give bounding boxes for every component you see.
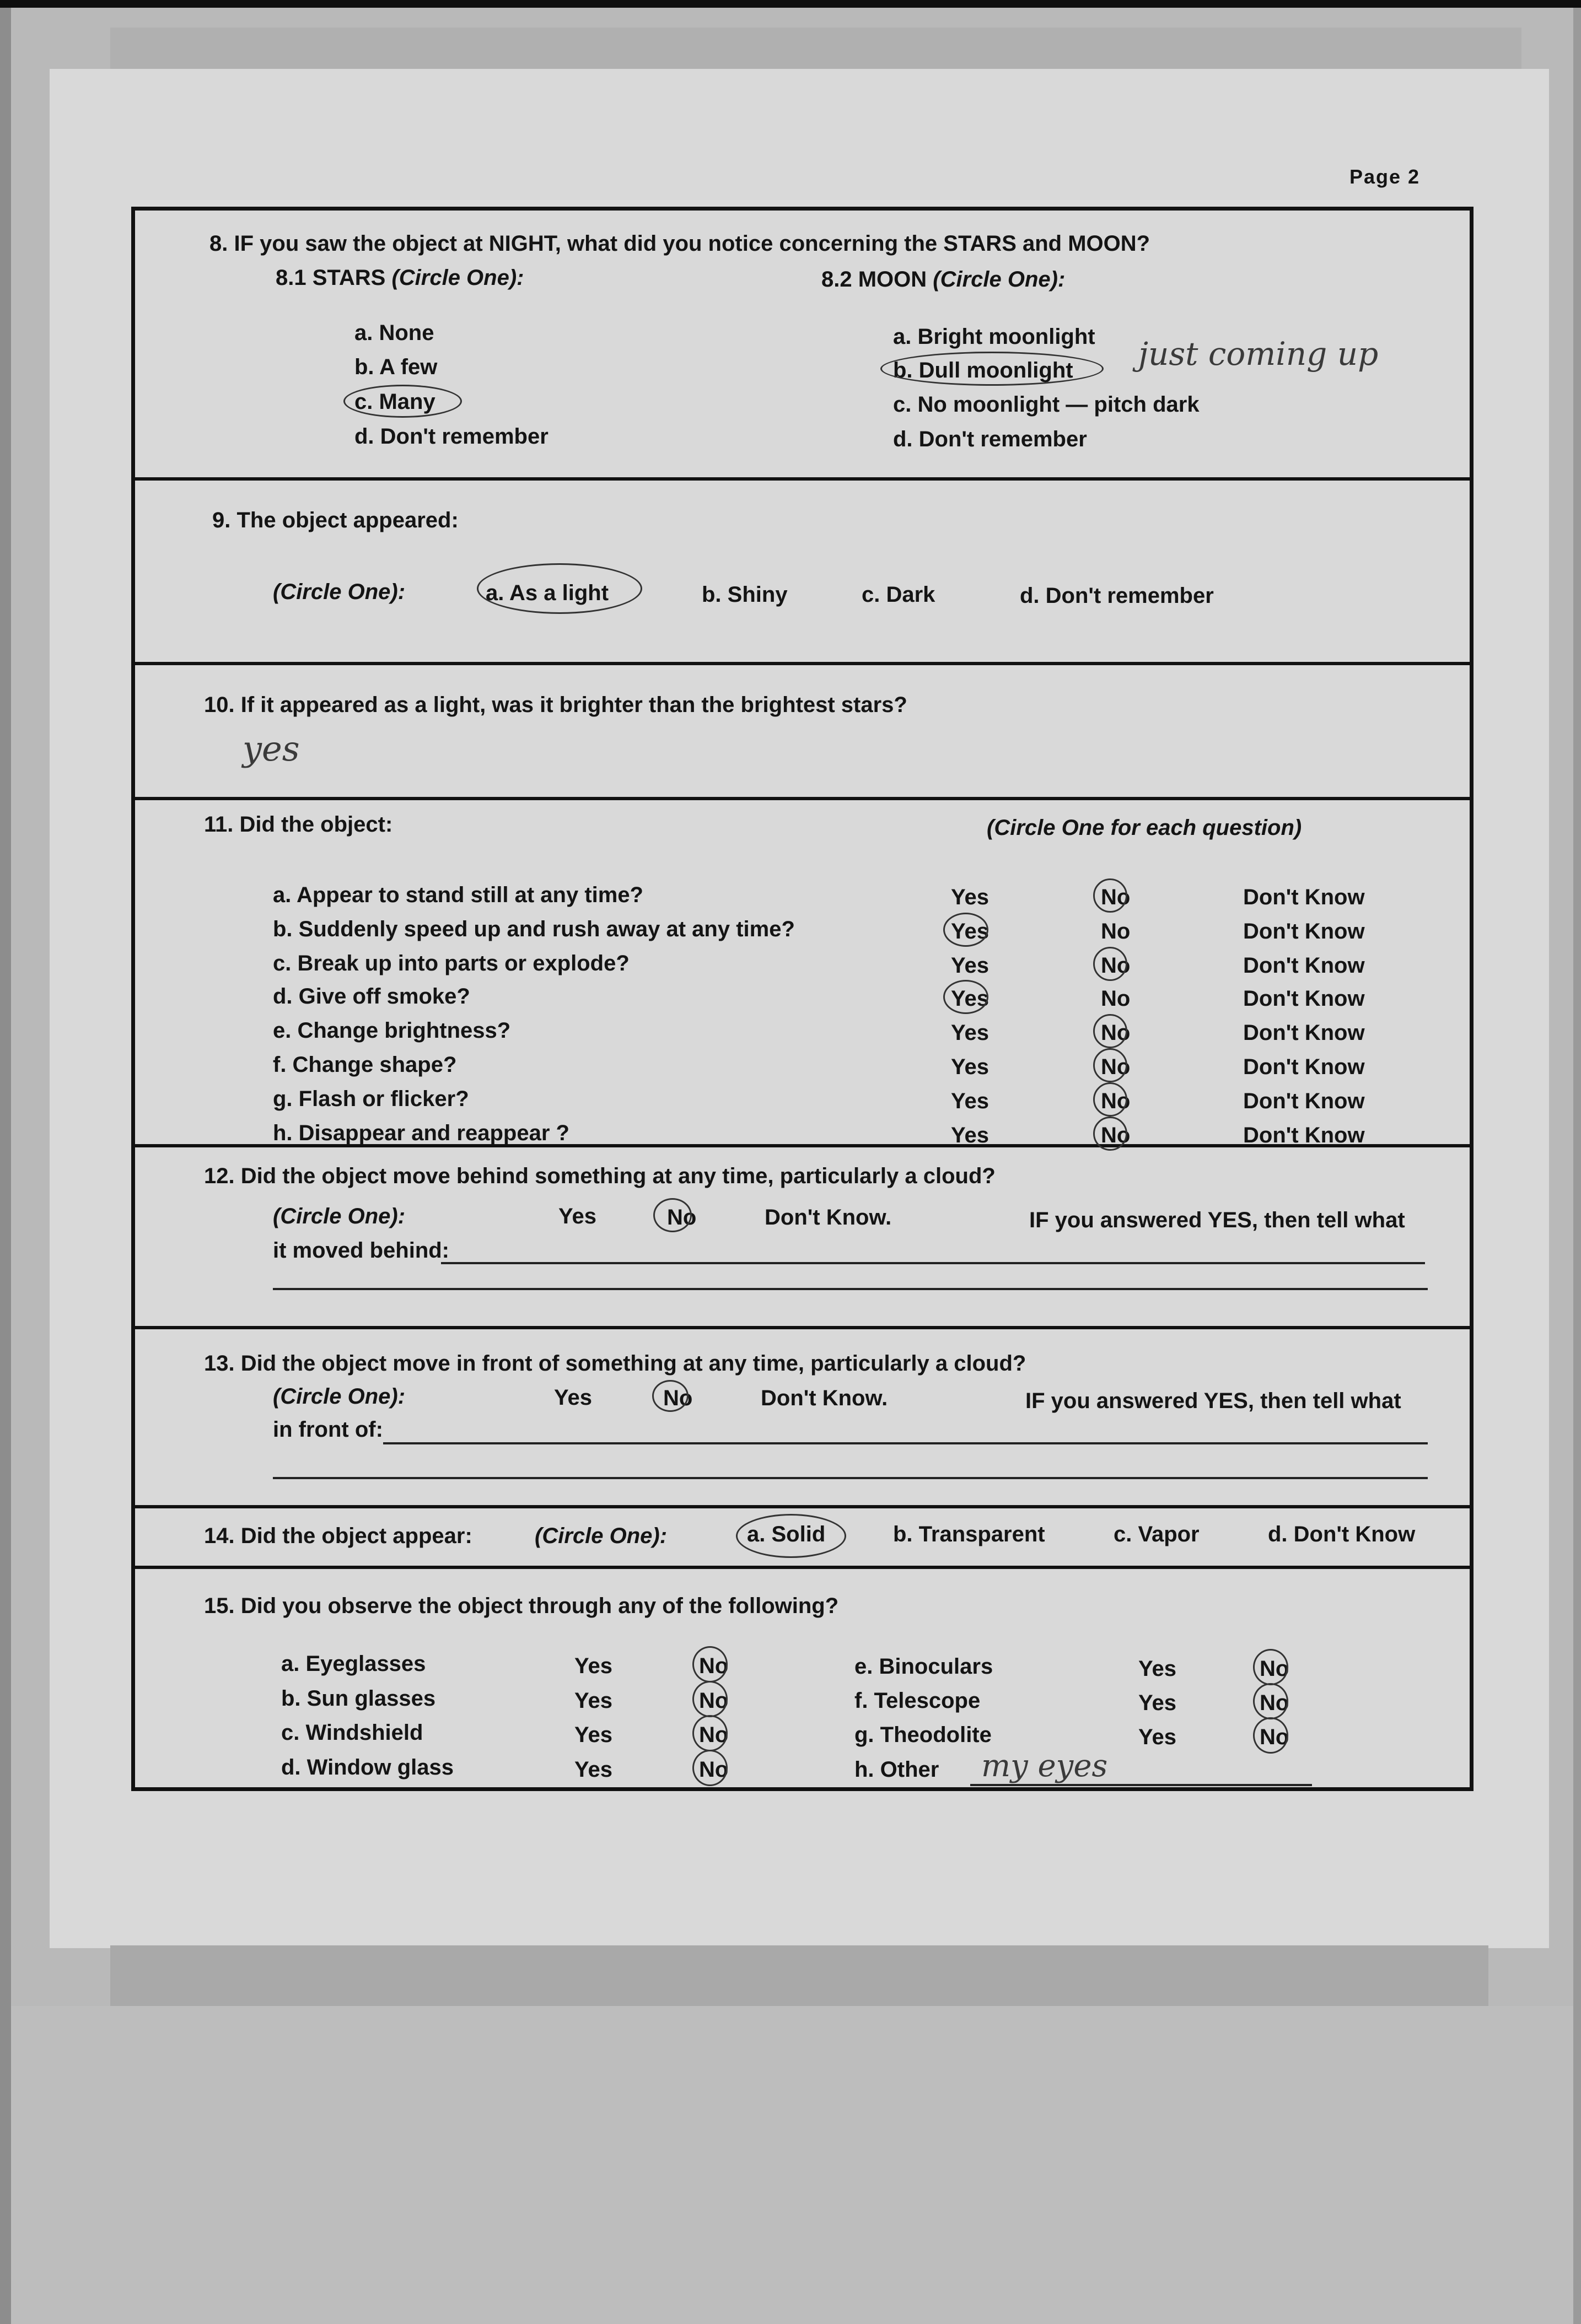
question-11-choice-dont-know[interactable]: Don't Know xyxy=(1243,919,1365,943)
fold-shadow-bottom xyxy=(110,1945,1488,2006)
question-15-other-line[interactable] xyxy=(970,1784,1312,1786)
question-9-instruction: (Circle One): xyxy=(273,580,406,604)
question-13-follow-up: IF you answered YES, then tell what xyxy=(1025,1389,1401,1413)
question-15-choice-no[interactable]: No xyxy=(699,1757,729,1782)
question-11-choice-dont-know[interactable]: Don't Know xyxy=(1243,1055,1365,1079)
moon-label: 8.2 MOON xyxy=(821,267,927,292)
question-13-follow-up-cont: in front of: xyxy=(273,1417,383,1442)
stars-option-a[interactable]: a. None xyxy=(354,321,434,345)
question-13-answer-line-2[interactable] xyxy=(273,1477,1428,1479)
question-11-choice-no[interactable]: No xyxy=(1101,1089,1131,1113)
question-15-choice-no[interactable]: No xyxy=(1260,1657,1289,1681)
question-11-choice-no[interactable]: No xyxy=(1101,885,1131,909)
question-13-dont-know[interactable]: Don't Know. xyxy=(761,1386,888,1410)
question-11-choice-yes[interactable]: Yes xyxy=(951,986,989,1011)
question-11-item-label: b. Suddenly speed up and rush away at any time? xyxy=(273,917,795,941)
question-15-choice-no[interactable]: No xyxy=(699,1689,729,1713)
question-11-choice-dont-know[interactable]: Don't Know xyxy=(1243,1021,1365,1045)
question-14-section xyxy=(135,1508,1470,1569)
stars-label: 8.1 STARS xyxy=(276,266,386,290)
question-11-choice-yes[interactable]: Yes xyxy=(951,919,989,943)
film-background-lower xyxy=(11,2006,1573,2324)
question-13-text: 13. Did the object move in front of something at any time, particularly a cloud? xyxy=(204,1351,1026,1376)
question-15-choice-yes[interactable]: Yes xyxy=(1138,1725,1176,1749)
question-14-text: 14. Did the object appear: xyxy=(204,1524,472,1548)
question-11-item-label: e. Change brightness? xyxy=(273,1018,511,1043)
question-15-section xyxy=(135,1566,1470,1795)
question-11-choice-yes[interactable]: Yes xyxy=(951,953,989,978)
question-15-item-label: d. Window glass xyxy=(281,1755,454,1780)
question-11-section xyxy=(135,800,1470,1147)
question-11-choice-yes[interactable]: Yes xyxy=(951,1089,989,1113)
stars-option-d[interactable]: d. Don't remember xyxy=(354,424,548,449)
question-14-option-d[interactable]: d. Don't Know xyxy=(1268,1522,1416,1546)
question-12-answer-line-2[interactable] xyxy=(273,1288,1428,1290)
question-13-answer-line-1[interactable] xyxy=(383,1442,1428,1444)
question-11-choice-yes[interactable]: Yes xyxy=(951,885,989,909)
question-11-choice-dont-know[interactable]: Don't Know xyxy=(1243,1089,1365,1113)
question-12-no[interactable]: No xyxy=(667,1205,697,1230)
question-11-choice-no[interactable]: No xyxy=(1101,1021,1131,1045)
question-11-item-label: a. Appear to stand still at any time? xyxy=(273,883,643,907)
question-8-text: 8. IF you saw the object at NIGHT, what did you notice concerning the STARS and MOON? xyxy=(209,231,1150,256)
question-15-choice-yes[interactable]: Yes xyxy=(574,1723,612,1747)
question-15-item-label: b. Sun glasses xyxy=(281,1686,436,1711)
question-12-follow-up: IF you answered YES, then tell what xyxy=(1029,1208,1405,1232)
question-15-item-label: f. Telescope xyxy=(854,1689,981,1713)
question-11-choice-dont-know[interactable]: Don't Know xyxy=(1243,953,1365,978)
question-15-other-value[interactable]: my eyes xyxy=(981,1748,1108,1784)
moon-option-a[interactable]: a. Bright moonlight xyxy=(893,325,1095,349)
moon-option-b[interactable]: b. Dull moonlight xyxy=(893,358,1073,382)
question-12-text: 12. Did the object move behind something at any time, particularly a cloud? xyxy=(204,1164,996,1188)
question-11-text: 11. Did the object: xyxy=(204,812,393,837)
question-11-choice-yes[interactable]: Yes xyxy=(951,1055,989,1079)
moon-handwritten-note: just coming up xyxy=(1138,335,1379,373)
stars-label-group xyxy=(276,266,524,290)
question-11-choice-no[interactable]: No xyxy=(1101,919,1131,943)
question-15-choice-yes[interactable]: Yes xyxy=(1138,1657,1176,1681)
question-11-choice-yes[interactable]: Yes xyxy=(951,1021,989,1045)
question-15-item-label: c. Windshield xyxy=(281,1721,423,1745)
question-14-instruction: (Circle One): xyxy=(535,1524,668,1548)
question-10-text: 10. If it appeared as a light, was it brighter than the brightest stars? xyxy=(204,693,907,717)
question-12-instruction: (Circle One): xyxy=(273,1204,406,1228)
question-15-item-label: g. Theodolite xyxy=(854,1723,992,1747)
question-15-text: 15. Did you observe the object through any of the following? xyxy=(204,1594,839,1618)
question-15-choice-yes[interactable]: Yes xyxy=(574,1757,612,1782)
question-15-other-label: h. Other xyxy=(854,1757,939,1782)
question-14-option-b[interactable]: b. Transparent xyxy=(893,1522,1045,1546)
question-9-section xyxy=(135,481,1470,665)
film-edge-top xyxy=(0,0,1581,8)
question-11-choice-dont-know[interactable]: Don't Know xyxy=(1243,885,1365,909)
question-15-choice-no[interactable]: No xyxy=(1260,1691,1289,1715)
question-11-choice-dont-know[interactable]: Don't Know xyxy=(1243,1123,1365,1147)
question-11-choice-dont-know[interactable]: Don't Know xyxy=(1243,986,1365,1011)
page-number: Page 2 xyxy=(1349,165,1421,188)
stars-instruction: (Circle One): xyxy=(391,266,524,290)
question-11-choice-no[interactable]: No xyxy=(1101,1055,1131,1079)
stars-option-c[interactable]: c. Many xyxy=(354,390,435,414)
question-11-choice-no[interactable]: No xyxy=(1101,1123,1131,1147)
question-11-choice-no[interactable]: No xyxy=(1101,986,1131,1011)
question-10-section xyxy=(135,665,1470,800)
question-15-choice-yes[interactable]: Yes xyxy=(574,1654,612,1678)
question-12-answer-line-1[interactable] xyxy=(441,1262,1425,1264)
question-11-item-label: d. Give off smoke? xyxy=(273,984,470,1009)
question-9-option-c[interactable]: c. Dark xyxy=(862,583,935,607)
question-12-yes[interactable]: Yes xyxy=(558,1204,596,1228)
question-15-choice-no[interactable]: No xyxy=(699,1723,729,1747)
question-14-option-a[interactable]: a. Solid xyxy=(747,1522,826,1546)
question-9-option-a[interactable]: a. As a light xyxy=(486,581,609,605)
moon-option-d[interactable]: d. Don't remember xyxy=(893,427,1087,451)
moon-instruction: (Circle One): xyxy=(933,267,1066,292)
question-12-dont-know[interactable]: Don't Know. xyxy=(765,1205,892,1230)
question-14-option-c[interactable]: c. Vapor xyxy=(1114,1522,1200,1546)
question-11-choice-no[interactable]: No xyxy=(1101,953,1131,978)
question-13-instruction: (Circle One): xyxy=(273,1384,406,1409)
question-11-item-label: h. Disappear and reappear ? xyxy=(273,1121,569,1145)
film-edge-left xyxy=(0,8,11,2324)
question-9-text: 9. The object appeared: xyxy=(212,508,459,532)
question-11-item-label: c. Break up into parts or explode? xyxy=(273,951,630,975)
question-15-choice-yes[interactable]: Yes xyxy=(574,1689,612,1713)
question-13-section xyxy=(135,1329,1470,1508)
moon-label-group xyxy=(821,267,1065,292)
questionnaire-form xyxy=(131,207,1474,1791)
question-12-section xyxy=(135,1147,1470,1329)
moon-option-c[interactable]: c. No moonlight — pitch dark xyxy=(893,392,1200,417)
question-15-item-label: e. Binoculars xyxy=(854,1654,993,1679)
stars-option-b[interactable]: b. A few xyxy=(354,355,438,379)
question-13-no[interactable]: No xyxy=(663,1386,693,1410)
question-15-choice-no[interactable]: No xyxy=(1260,1725,1289,1749)
question-11-item-label: f. Change shape? xyxy=(273,1053,457,1077)
question-15-item-label: a. Eyeglasses xyxy=(281,1652,426,1676)
question-15-choice-yes[interactable]: Yes xyxy=(1138,1691,1176,1715)
question-12-follow-up-cont: it moved behind: xyxy=(273,1238,449,1263)
question-11-choice-yes[interactable]: Yes xyxy=(951,1123,989,1147)
question-9-option-d[interactable]: d. Don't remember xyxy=(1020,584,1214,608)
question-11-instruction: (Circle One for each question) xyxy=(987,816,1302,840)
question-13-yes[interactable]: Yes xyxy=(554,1385,592,1410)
film-edge-right xyxy=(1573,8,1581,2324)
question-9-option-b[interactable]: b. Shiny xyxy=(702,583,788,607)
question-8-section xyxy=(135,211,1470,481)
question-15-choice-no[interactable]: No xyxy=(699,1654,729,1678)
question-11-item-label: g. Flash or flicker? xyxy=(273,1087,469,1111)
question-10-handwritten-answer: yes xyxy=(243,729,300,769)
